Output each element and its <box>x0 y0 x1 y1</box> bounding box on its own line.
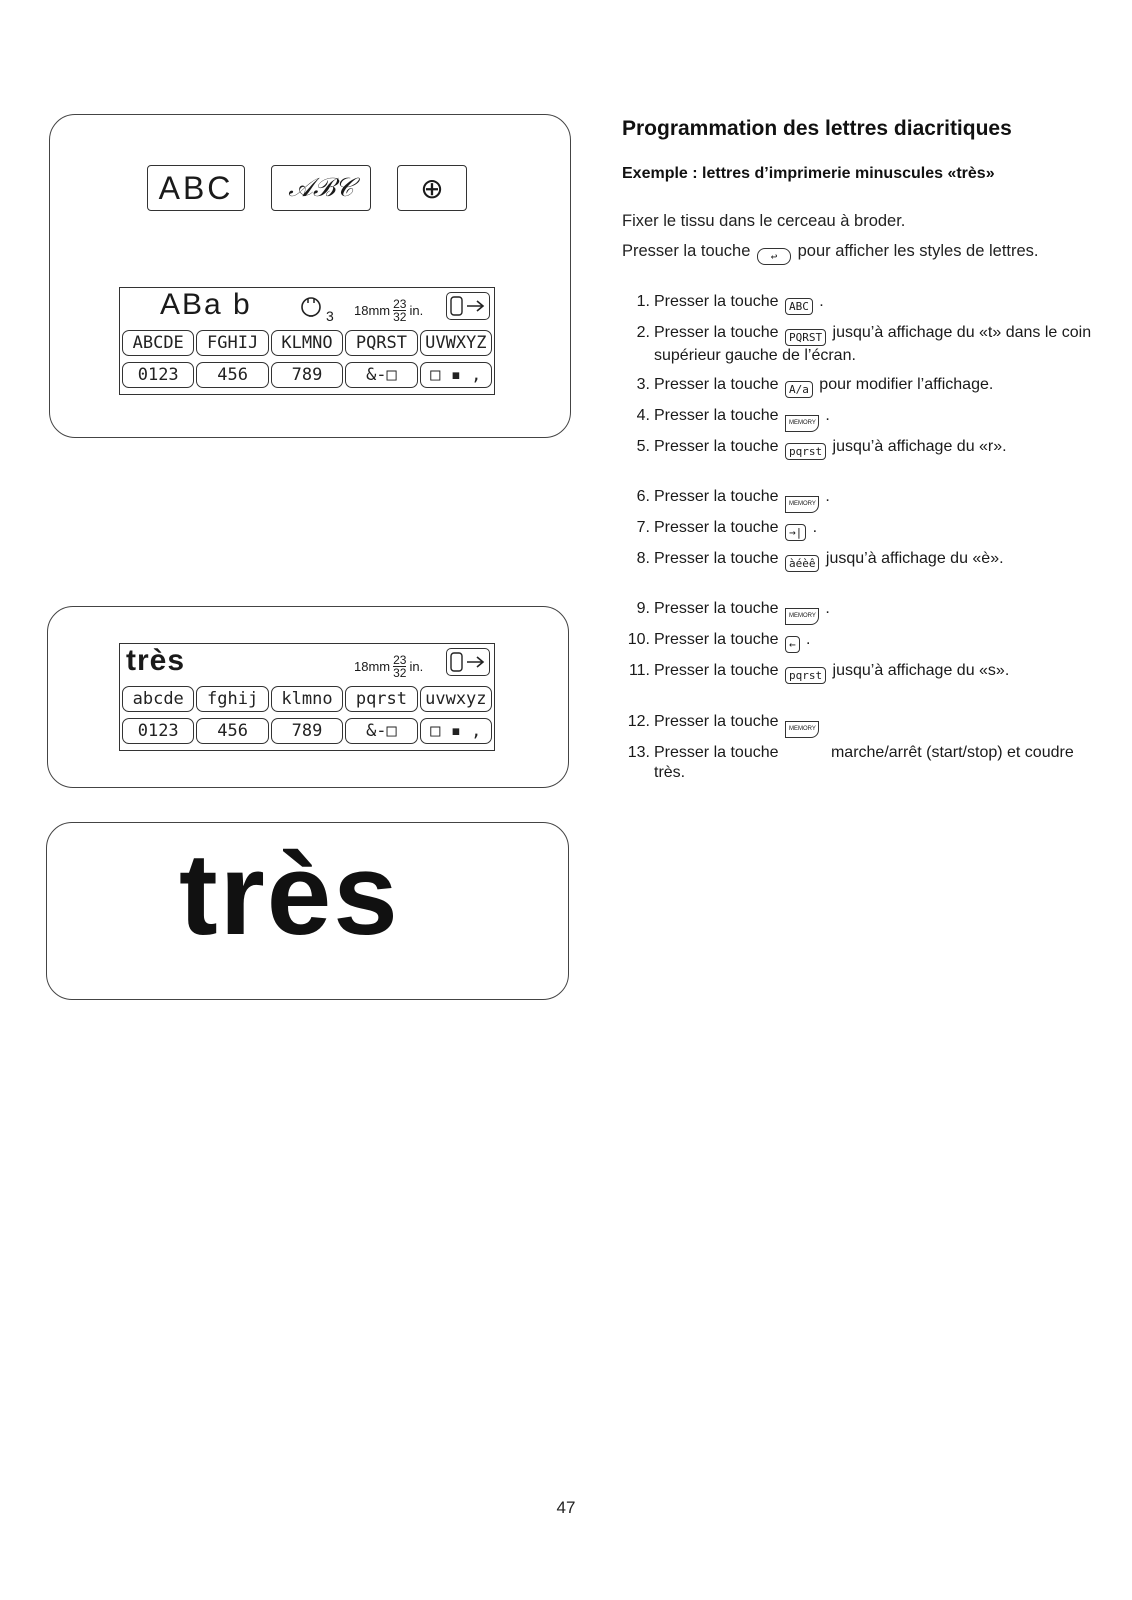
step-text-b: jusqu’à affichage du «è». <box>825 550 1004 567</box>
step-text-b: . <box>806 631 811 648</box>
lcd-key[interactable]: 789 <box>271 362 343 388</box>
style-key-icon: ↩ <box>757 248 791 265</box>
step-key-icon: PQRST <box>785 329 826 346</box>
step-text <box>654 406 1094 432</box>
size-mm: 18mm <box>354 659 391 674</box>
step-key-icon: ← <box>785 636 800 653</box>
script-abc-key[interactable] <box>271 165 371 211</box>
lcd-key[interactable]: FGHIJ <box>196 330 268 356</box>
lcd-key[interactable]: abcde <box>122 686 194 712</box>
size-num: 23 <box>393 297 407 311</box>
step-text <box>654 599 1094 625</box>
lcd-screen-2 <box>119 643 495 751</box>
step-text <box>654 518 1094 541</box>
intro-line-2 <box>622 241 1062 265</box>
step-text-a: Presser la touche <box>654 324 779 341</box>
step-key-icon: MEMORY <box>785 721 819 738</box>
script-abc-key-label: 𝒜ℬ𝒞 <box>288 172 354 203</box>
step-text <box>654 661 1094 684</box>
lcd-key[interactable]: &-□ <box>345 718 417 744</box>
step-key-icon: MEMORY <box>785 608 819 625</box>
lcd-row-numbers <box>122 362 492 388</box>
step-text-a: Presser la touche <box>654 519 779 536</box>
lcd-key[interactable]: 456 <box>196 718 268 744</box>
figure3-panel <box>46 822 569 1000</box>
lcd-key[interactable]: UVWXYZ <box>420 330 492 356</box>
lcd-key[interactable]: KLMNO <box>271 330 343 356</box>
step-text-a: Presser la touche <box>654 600 779 617</box>
size-readout <box>354 298 423 323</box>
step-number: 13. <box>627 744 650 761</box>
step-number: 10. <box>627 631 650 648</box>
lcd-row-numbers <box>122 718 492 744</box>
lcd-display-text: très <box>126 644 186 677</box>
abc-key[interactable] <box>147 165 245 211</box>
step-text-b: jusqu’à affichage du «r». <box>832 438 1007 455</box>
step-number: 8. <box>636 550 650 567</box>
step-text <box>654 292 1094 315</box>
step-text-b: . <box>825 600 830 617</box>
step-text-a: Presser la touche <box>654 438 779 455</box>
step-text-a: Presser la touche <box>654 376 779 393</box>
step-text <box>654 437 1094 460</box>
intro2-b: pour afficher les styles de lettres. <box>797 242 1039 260</box>
figure1-panel <box>49 114 571 438</box>
size-fraction <box>393 298 406 323</box>
lcd-key[interactable]: &-□ <box>345 362 417 388</box>
step-number: 4. <box>636 407 650 424</box>
lcd-display-text: ABa b <box>160 288 252 321</box>
lcd-screen-1 <box>119 287 495 395</box>
lcd-key[interactable]: fghij <box>196 686 268 712</box>
spool-arrow-icon <box>448 650 488 674</box>
step-text <box>654 487 1094 513</box>
size-den: 32 <box>393 310 407 324</box>
step-text-b: jusqu’à affichage du «s». <box>832 662 1010 679</box>
lcd-key[interactable]: PQRST <box>345 330 417 356</box>
step-number: 7. <box>636 519 650 536</box>
lcd-key[interactable]: uvwxyz <box>420 686 492 712</box>
step-number: 5. <box>636 438 650 455</box>
size-unit: in. <box>409 303 424 318</box>
spool-arrow-key[interactable] <box>446 648 490 676</box>
lcd-key[interactable]: klmno <box>271 686 343 712</box>
step-text-b: . <box>825 488 830 505</box>
size-unit: in. <box>409 659 424 674</box>
step-number: 3. <box>636 376 650 393</box>
step-text-b: jusqu’à affichage du «t» dans le coin supérieur gauche de l’écran. <box>654 324 1092 364</box>
step-number: 2. <box>636 324 650 341</box>
size-readout <box>354 654 423 679</box>
step-text <box>654 743 1094 783</box>
intro2-a: Presser la touche <box>622 242 751 260</box>
step-text-b: marche/arrêt (start/stop) et coudre très. <box>654 744 1074 781</box>
step-text-a: Presser la touche <box>654 550 779 567</box>
step-key-icon: A/a <box>785 381 813 398</box>
thread-count: 3 <box>326 308 334 324</box>
lcd-key[interactable]: 0123 <box>122 718 194 744</box>
step-number: 12. <box>627 713 650 730</box>
crosshair-key[interactable] <box>397 165 467 211</box>
step-text-a: Presser la touche <box>654 662 779 679</box>
lcd-key[interactable]: 789 <box>271 718 343 744</box>
step-text-b: . <box>819 293 824 310</box>
figure2-panel <box>47 606 569 788</box>
step-number: 1. <box>636 293 650 310</box>
step-text <box>654 375 1094 398</box>
page-number: 47 <box>556 1498 576 1517</box>
step-text <box>654 549 1094 572</box>
step-text-b: . <box>825 407 830 424</box>
intro-line-1: Fixer le tissu dans le cerceau à broder. <box>622 212 906 230</box>
step-key-icon: pqrst <box>785 667 826 684</box>
step-text-b: pour modifier l’affichage. <box>819 376 994 393</box>
step-key-icon: →| <box>785 524 806 541</box>
lcd-row-letters <box>122 330 492 356</box>
spool-arrow-key[interactable] <box>446 292 490 320</box>
step-text <box>654 323 1094 366</box>
step-text-a: Presser la touche <box>654 407 779 424</box>
lcd-key[interactable]: □ ▪ , <box>420 718 492 744</box>
step-text-a: Presser la touche <box>654 488 779 505</box>
lcd-row-letters <box>122 686 492 712</box>
page-title: Programmation des lettres diacritiques <box>622 117 1012 140</box>
size-mm: 18mm <box>354 303 391 318</box>
size-fraction <box>393 654 406 679</box>
step-key-icon: àéèê <box>785 555 820 572</box>
step-text-a: Presser la touche <box>654 744 779 761</box>
step-text <box>654 712 1094 738</box>
lcd-key[interactable]: □ ▪ , <box>420 362 492 388</box>
size-num: 23 <box>393 653 407 667</box>
thread-icon <box>300 294 326 320</box>
lcd-key[interactable]: 0123 <box>122 362 194 388</box>
step-number: 6. <box>636 488 650 505</box>
step-number: 9. <box>636 600 650 617</box>
step-text-b: . <box>812 519 818 536</box>
lcd-key[interactable]: ABCDE <box>122 330 194 356</box>
step-key-icon: MEMORY <box>785 415 819 432</box>
size-den: 32 <box>393 666 407 680</box>
step-key-icon: ABC <box>785 298 813 315</box>
step-text-a: Presser la touche <box>654 631 779 648</box>
step-text <box>654 630 1094 653</box>
stitched-result-text: très <box>179 829 400 959</box>
step-number: 11. <box>628 662 650 679</box>
abc-key-label: ABC <box>158 169 234 206</box>
lcd-key[interactable]: pqrst <box>345 686 417 712</box>
step-key-icon: MEMORY <box>785 496 819 513</box>
step-key-icon: pqrst <box>785 443 826 460</box>
crosshair-icon: ⊕ <box>420 172 444 204</box>
spool-arrow-icon <box>448 294 488 318</box>
step-text-a: Presser la touche <box>654 293 779 310</box>
step-text-a: Presser la touche <box>654 713 779 730</box>
lcd-key[interactable]: 456 <box>196 362 268 388</box>
example-subtitle: Exemple : lettres d’imprimerie minuscules «très» <box>622 165 995 182</box>
